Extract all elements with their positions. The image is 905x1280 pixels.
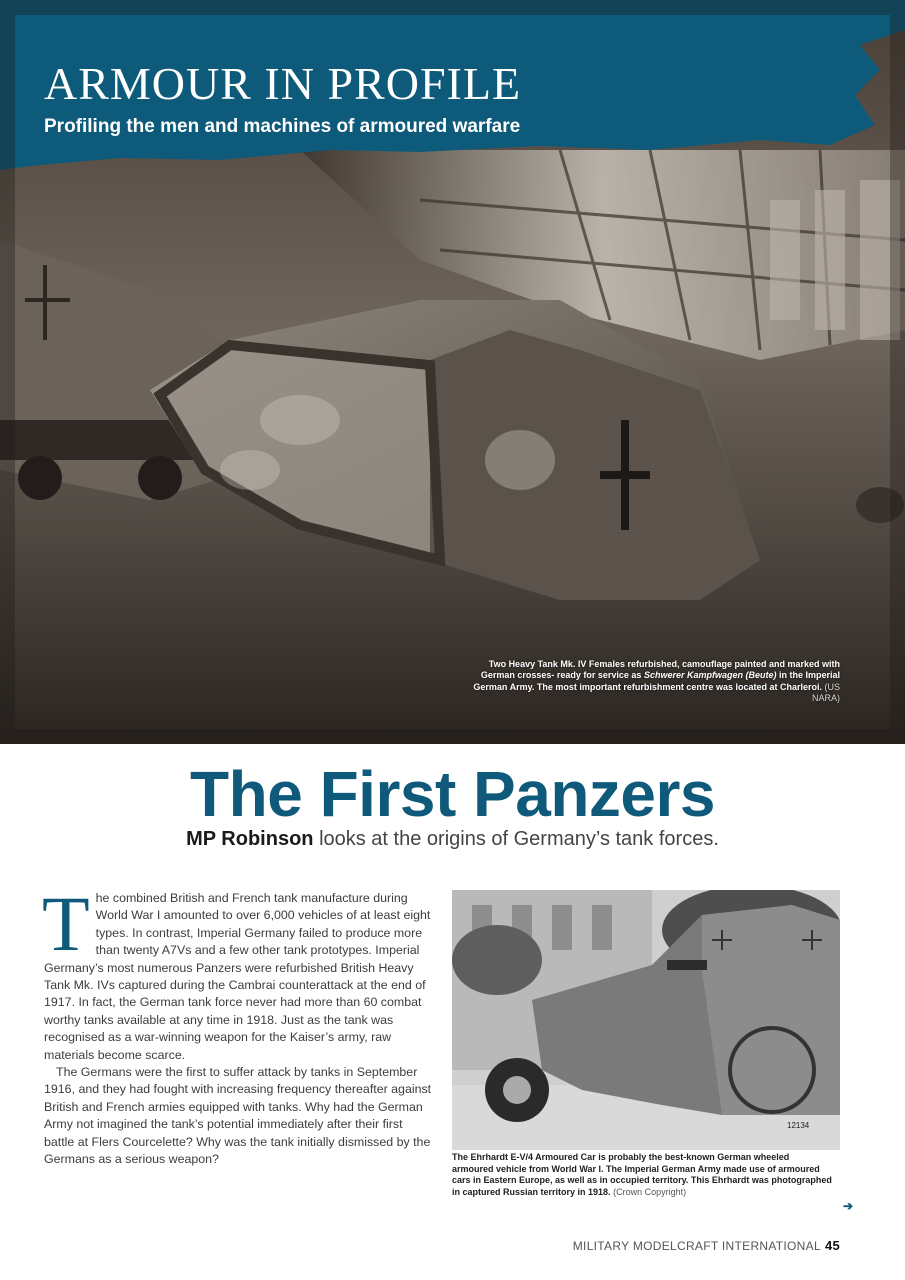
- paragraph-2: The Germans were the first to suffer attack by tanks in September 1916, and they had fought with increasing frequency thereafter against British and French armies equipped with tanks. Why had the German Army not imagined the tank’s potential immediately after their first battle at Flers Courcelette? Why was the tank initially dismissed by the Germans as a serious weapon?: [44, 1065, 432, 1167]
- armoured-car-photo: [452, 890, 840, 1150]
- arrow-right-icon: ➔: [843, 1199, 854, 1213]
- hero-caption-credit: (US NARA): [811, 681, 840, 703]
- page-number: 45: [824, 1238, 840, 1253]
- section-title: ARMOUR IN PROFILE: [44, 58, 522, 109]
- hero-caption-text-end: in the Imperial German Army. The most important refurbishment centre was located at Charleroi.: [473, 670, 840, 692]
- article-body: [42, 880, 432, 1169]
- side-photo-caption: [452, 1152, 832, 1198]
- magazine-name: MILITARY MODELCRAFT INTERNATIONAL: [572, 1239, 821, 1253]
- section-subtitle: Profiling the men and machines of armoured warfare: [44, 116, 521, 137]
- standfirst: [0, 828, 905, 851]
- side-caption-text: The Ehrhardt E-V/4 Armoured Car is probably the best-known German wheeled armoured vehicle from World War I. The Imperial German Army made use of armoured cars in Eastern Europe, as well as in occupied territory. This Ehrhardt was photographed in captured Russian territory in 1918.: [452, 1152, 832, 1197]
- hero-caption-text: Two Heavy Tank Mk. IV Females refurbished, camouflage painted and marked with German crosses- ready for service as: [480, 659, 840, 681]
- paragraph-1: [42, 880, 432, 1064]
- page-footer: [573, 1238, 840, 1253]
- article-headline: The First Panzers: [190, 758, 715, 830]
- negative-number: 12134: [787, 1121, 810, 1130]
- side-caption-credit: (Crown Copyright): [613, 1186, 687, 1197]
- drop-cap: T: [42, 880, 90, 967]
- hero-caption: [470, 659, 840, 704]
- hero-caption-italic: Schwerer Kampfwagen (Beute): [643, 670, 777, 681]
- paragraph-1-text: he combined British and French tank manufacture during World War I amounted to over 6,000 vehicles of at least eight types. In contrast, Imperial Germany failed to produce more than twenty A7Vs and a few other tank prototypes. Imperial Germany’s most numerous Panzers were refurbished British Heavy Tank Mk. IVs captured during the Cambrai counterattack at the end of 1917. In fact, the German tank force never had more than 60 combat worthy tanks available at any time in 1918. Just as the tank was recognised as a war-winning weapon for the Kaiser’s army, raw materials become scarce.: [44, 891, 431, 1062]
- author-name: MP Robinson: [186, 828, 314, 850]
- standfirst-text: looks at the origins of Germany’s tank forces.: [319, 828, 719, 850]
